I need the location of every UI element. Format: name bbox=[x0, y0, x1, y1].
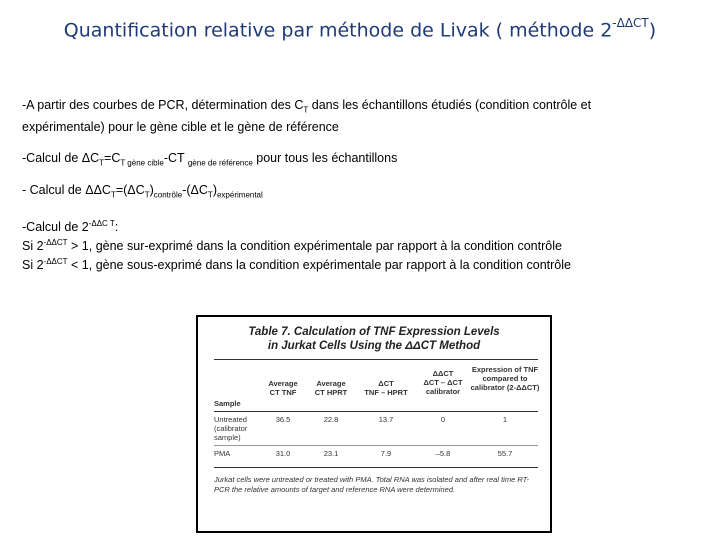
header-expression: Expression of TNF compared to calibrator (2-ΔΔCT) bbox=[470, 365, 540, 392]
p3-sub3: contrôle bbox=[153, 190, 183, 200]
row2-avg-hprt: 23.1 bbox=[323, 449, 339, 458]
row2-expression: 55.7 bbox=[497, 449, 513, 458]
p3-d: -(ΔC bbox=[182, 183, 208, 197]
p4-l3-sup: -ΔΔCT bbox=[43, 257, 68, 267]
table-title-line2: in Jurkat Cells Using the ΔΔCT Method bbox=[267, 340, 481, 352]
p3-e: ) bbox=[212, 183, 217, 197]
table-rule-mid bbox=[214, 445, 538, 446]
paragraph-delta-ct bbox=[22, 150, 397, 172]
header-avg-hprt: Average CT HPRT bbox=[314, 379, 348, 397]
p1-line2: expérimentale) pour le gène cible et le gène de référence bbox=[22, 119, 339, 134]
row2-delta-ct: 7.9 bbox=[380, 449, 392, 458]
p3-c: ) bbox=[149, 183, 154, 197]
title-exponent: -ΔΔCT bbox=[612, 16, 649, 30]
p3-sub2: T bbox=[144, 190, 150, 200]
p4-l1-sup: -ΔΔC T bbox=[88, 219, 115, 228]
table-image bbox=[196, 315, 552, 533]
row1-avg-tnf: 36.5 bbox=[275, 415, 291, 424]
p4-l3-a: Si 2 bbox=[22, 258, 44, 273]
p1-text-a: -A partir des courbes de PCR, détermination des C bbox=[22, 98, 304, 112]
row1-sample: Untreated (calibrator sample) bbox=[214, 415, 248, 442]
row2-sample: PMA bbox=[214, 449, 231, 458]
title-text: Quantification relative par méthode de Livak ( méthode 2 bbox=[63, 19, 613, 42]
p2-c: -CT bbox=[163, 151, 188, 165]
header-delta-delta-ct: ΔΔCT ΔCT – ΔCT calibrator bbox=[423, 369, 463, 396]
row1-avg-hprt: 22.8 bbox=[323, 415, 339, 424]
paragraph-delta-delta-ct bbox=[22, 182, 263, 204]
p3-sub5: expérimental bbox=[216, 190, 263, 200]
page-title bbox=[0, 18, 720, 41]
paragraph-fold-change bbox=[22, 216, 571, 273]
p4-l2-b: > 1, gène sur-exprimé dans la condition expérimentale par rapport à la condition contrôle bbox=[67, 239, 562, 254]
table-title-line1: Table 7. Calculation of TNF Expression Levels bbox=[248, 326, 500, 338]
p4-l3-b: < 1, gène sous-exprimé dans la condition expérimentale par rapport à la condition contrôle bbox=[67, 258, 571, 273]
table-footnote: Jurkat cells were untreated or treated with PMA. Total RNA was isolated and after real time RT-PCR the relative amounts of target and reference RNA were determined. bbox=[214, 475, 530, 494]
p1-sub: T bbox=[303, 105, 309, 115]
header-avg-tnf: Average CT TNF bbox=[268, 379, 298, 397]
p2-b: =C bbox=[104, 151, 121, 165]
p2-d: pour tous les échantillons bbox=[252, 151, 398, 165]
p3-sub1: T bbox=[110, 190, 116, 200]
table-title bbox=[198, 325, 550, 353]
table-rule-bottom bbox=[214, 467, 538, 468]
p3-sub4: T bbox=[207, 190, 213, 200]
p2-a: -Calcul de ΔC bbox=[22, 151, 100, 165]
table-rule-header bbox=[214, 411, 538, 412]
paragraph-ct-determination bbox=[22, 97, 591, 135]
p4-l1-a: -Calcul de 2 bbox=[22, 220, 89, 235]
row2-avg-tnf: 31.0 bbox=[275, 449, 291, 458]
p4-l2-a: Si 2 bbox=[22, 239, 44, 254]
p2-sub2: T gène cible bbox=[120, 158, 164, 168]
title-close: ) bbox=[648, 19, 657, 42]
row2-delta-delta-ct: –5.8 bbox=[435, 449, 451, 458]
table-rule-top bbox=[214, 359, 538, 360]
p2-sub3: gène de référence bbox=[187, 158, 253, 168]
row1-delta-delta-ct: 0 bbox=[440, 415, 446, 424]
p3-a: - Calcul de ΔΔC bbox=[22, 183, 111, 197]
p3-b: =(ΔC bbox=[115, 183, 145, 197]
p2-sub1: T bbox=[99, 158, 105, 168]
header-sample: Sample bbox=[214, 399, 241, 408]
p4-l2-sup: -ΔΔCT bbox=[43, 238, 68, 248]
row1-expression: 1 bbox=[502, 415, 508, 424]
p1-text-b: dans les échantillons étudiés (condition contrôle et bbox=[308, 98, 592, 112]
row1-delta-ct: 13.7 bbox=[378, 415, 394, 424]
p4-l1-b: : bbox=[114, 220, 119, 235]
header-delta-ct: ΔCT TNF – HPRT bbox=[364, 379, 408, 397]
